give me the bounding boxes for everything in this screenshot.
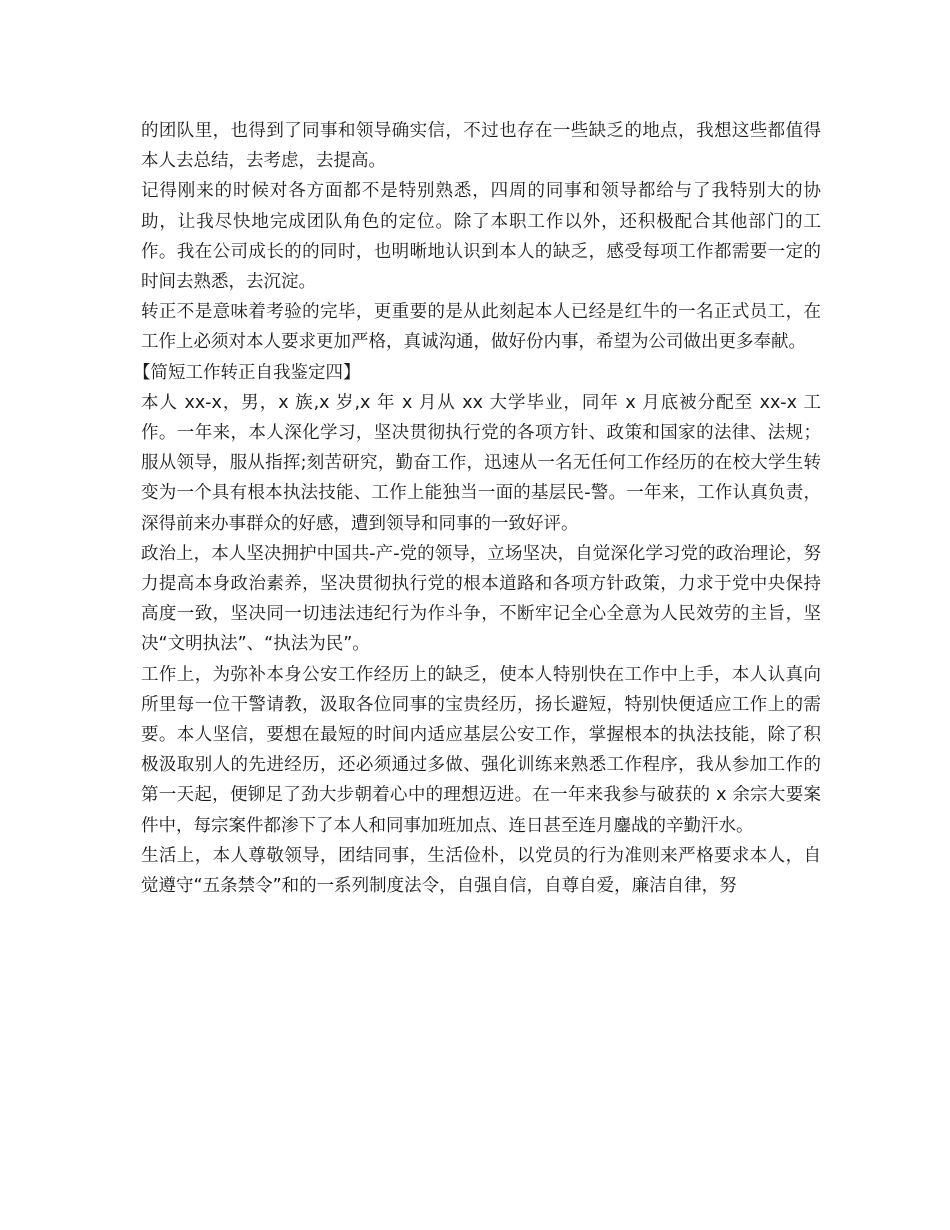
paragraph: 本人 xx-x，男，x 族,x 岁,x 年 x 月从 xx 大学毕业，同年 x 月底被分配至 xx-x 工作。一年来，本人深化学习，坚决贯彻执行党的各项方针、政策和国家的法律、法规；服从领导，服从指挥;刻苦研究，勤奋工作，迅速从一名无任何工作经历的在校大学生转变为一个具有根本执法技能、工作上能独当一面的基层民-警。一年来，工作认真负责，深得前来办事群众的好感，遭到领导和同事的一致好评。 [141, 392, 821, 534]
paragraph: 记得刚来的时候对各方面都不是特别熟悉，四周的同事和领导都给与了我特别大的协助，让我尽快地完成团队角色的定位。除了本职工作以外，还积极配合其他部门的工作。我在公司成长的的同时，也明晰地认识到本人的缺乏，感受每项工作都需要一定的时间去熟悉，去沉淀。 [141, 181, 821, 293]
paragraph: 工作上，为弥补本身公安工作经历上的缺乏，使本人特别快在工作中上手，本人认真向所里每一位干警请教，汲取各位同事的宝贵经历，扬长避短，特别快便适应工作上的需要。本人坚信，要想在最短的时间内适应基层公安工作，掌握根本的执法技能，除了积极汲取别人的先进经历，还必须通过多做、强化训练来熟悉工作程序，我从参加工作的第一天起，便铆足了劲大步朝着心中的理想迈进。在一年来我参与破获的 x 余宗大要案件中，每宗案件都渗下了本人和同事加班加点、连日甚至连月鏖战的辛勤汗水。 [141, 664, 821, 836]
paragraph: 转正不是意味着考验的完毕，更重要的是从此刻起本人已经是红牛的一名正式员工，在工作上必须对本人要求更加严格，真诚沟通，做好份内事，希望为公司做出更多奉献。 [141, 302, 821, 353]
paragraph: 的团队里，也得到了同事和领导确实信，不过也存在一些缺乏的地点，我想这些都值得本人去总结，去考虑，去提高。 [141, 121, 821, 172]
document-body [133, 116, 821, 901]
paragraph: 政治上，本人坚决拥护中国共-产-党的领导，立场坚决，自觉深化学习党的政治理论，努力提高本身政治素养，坚决贯彻执行党的根本道路和各项方针政策，力求于党中央保持高度一致，坚决同一切违法违纪行为作斗争，不断牢记全心全意为人民效劳的主旨，坚决“文明执法”、“执法为民”。 [141, 543, 821, 655]
paragraph: 生活上，本人尊敬领导，团结同事，生活俭朴，以党员的行为准则来严格要求本人，自觉遵守“五条禁令”和的一系列制度法令，自强自信，自尊自爱，廉洁自律，努 [141, 845, 821, 897]
section-heading: 【简短工作转正自我鉴定四】 [133, 362, 361, 383]
